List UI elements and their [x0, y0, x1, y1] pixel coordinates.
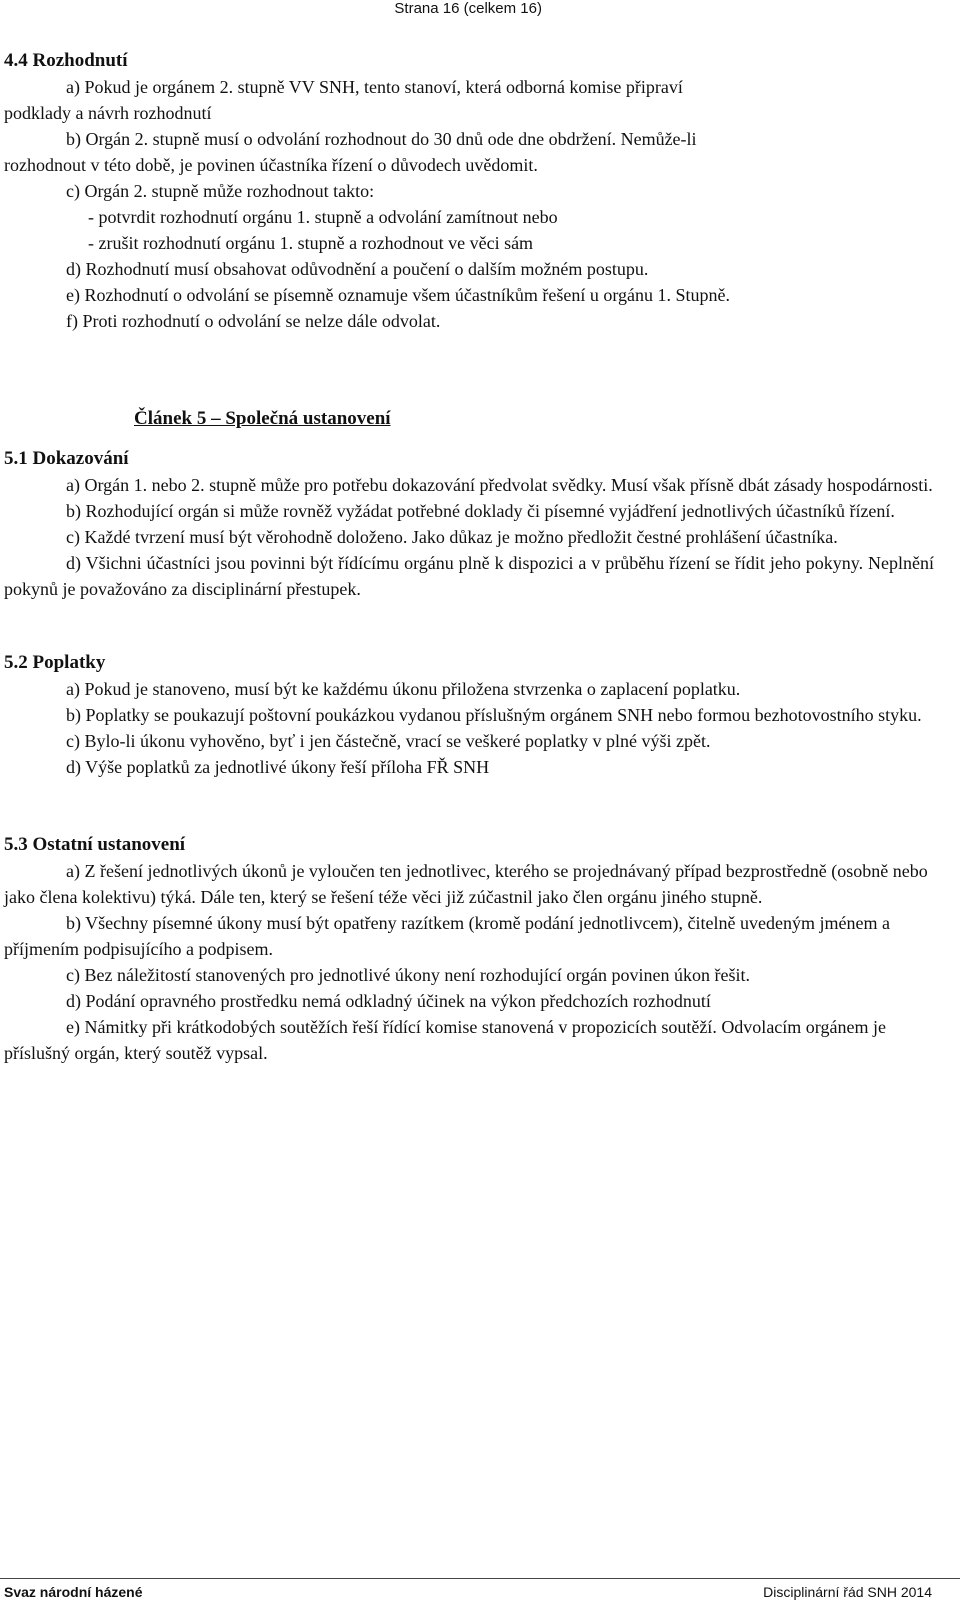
footer-document-title: Disciplinární řád SNH 2014 [763, 1584, 932, 1600]
paragraph-5-3-d: d) Podání opravného prostředku nemá odkladný účinek na výkon předchozích rozhodnutí [66, 991, 711, 1011]
paragraph-4-4-d: d) Rozhodnutí musí obsahovat odůvodnění a poučení o dalším možném postupu. [66, 259, 649, 279]
paragraph-5-1-b: b) Rozhodující orgán si může rovněž vyžádat potřebné doklady či písemné vyjádření jednotlivých účastníků řízení. [66, 501, 895, 521]
paragraph-5-2-c: c) Bylo-li úkonu vyhověno, byť i jen částečně, vrací se veškeré poplatky v plné výši zpět. [66, 731, 711, 751]
paragraph-5-1-a: a) Orgán 1. nebo 2. stupně může pro potřebu dokazování předvolat svědky. Musí však přísně dbát zásady hospodárnosti. [66, 475, 933, 495]
paragraph-5-3-a: a) Z řešení jednotlivých úkonů je vyloučen ten jednotlivec, kterého se projednávaný případ bezprostředně (osobně nebo jako člena kolektivu) týká. Dále ten, který se řešení téže věci již zúčastnil jako člen orgánu jiného stupně. [4, 861, 928, 907]
paragraph-5-3-c: c) Bez náležitostí stanovených pro jednotlivé úkony není rozhodující orgán povinen úkon řešit. [66, 965, 750, 985]
paragraph-4-4-c-item2: - zrušit rozhodnutí orgánu 1. stupně a rozhodnout ve věci sám [88, 233, 534, 253]
paragraph-4-4-c-item1: - potvrdit rozhodnutí orgánu 1. stupně a odvolání zamítnout nebo [88, 207, 558, 227]
section-title-5-1: 5.1 Dokazování [4, 448, 129, 469]
paragraph-4-4-e: e) Rozhodnutí o odvolání se písemně oznamuje všem účastníkům řešení u orgánu 1. Stupně. [66, 285, 731, 305]
paragraph-4-4-f: f) Proti rozhodnutí o odvolání se nelze dále odvolat. [66, 311, 441, 331]
footer-organization: Svaz národní házené [4, 1584, 143, 1600]
section-title-4-4: 4.4 Rozhodnutí [4, 50, 128, 71]
paragraph-5-2-a: a) Pokud je stanoveno, musí být ke každému úkonu přiložena stvrzenka o zaplacení poplatku. [66, 679, 741, 699]
paragraph-4-4-a-line1: a) Pokud je orgánem 2. stupně VV SNH, tento stanoví, která odborná komise připraví [66, 77, 683, 97]
page-number: Strana 16 (celkem 16) [394, 0, 542, 17]
paragraph-5-2-b: b) Poplatky se poukazují poštovní poukázkou vydanou příslušným orgánem SNH nebo formou bezhotovostního styku. [66, 705, 922, 725]
document-body [4, 48, 934, 1066]
paragraph-4-4-b-line2: rozhodnout v této době, je povinen účastníka řízení o důvodech uvědomit. [4, 155, 538, 175]
paragraph-5-1-d: d) Všichni účastníci jsou povinni být řídícímu orgánu plně k dispozici a v průběhu řízení se řídit jeho pokyny. Neplnění pokynů je považováno za disciplinární přestupek. [4, 553, 934, 599]
paragraph-5-1-c: c) Každé tvrzení musí být věrohodně doloženo. Jako důkaz je možno předložit čestné prohlášení účastníka. [66, 527, 838, 547]
paragraph-4-4-b-line1: b) Orgán 2. stupně musí o odvolání rozhodnout do 30 dnů ode dne obdržení. Nemůže-li [66, 129, 697, 149]
paragraph-4-4-a-line2: podklady a návrh rozhodnutí [4, 103, 212, 123]
section-title-5-3: 5.3 Ostatní ustanovení [4, 834, 186, 855]
section-title-5-2: 5.2 Poplatky [4, 652, 106, 673]
paragraph-5-2-d: d) Výše poplatků za jednotlivé úkony řeší příloha FŘ SNH [66, 757, 490, 777]
paragraph-4-4-c: c) Orgán 2. stupně může rozhodnout takto: [66, 181, 375, 201]
footer-divider [0, 1578, 960, 1579]
paragraph-5-3-b: b) Všechny písemné úkony musí být opatřeny razítkem (kromě podání jednotlivcem), čitelně uvedeným jménem a příjmením podpisujícího a podpisem. [4, 913, 890, 959]
paragraph-5-3-e: e) Námitky při krátkodobých soutěžích řeší řídící komise stanovená v propozicích soutěží. Odvolacím orgánem je příslušný orgán, který soutěž vypsal. [4, 1017, 886, 1063]
article-5-heading: Článek 5 – Společná ustanovení [134, 408, 391, 429]
